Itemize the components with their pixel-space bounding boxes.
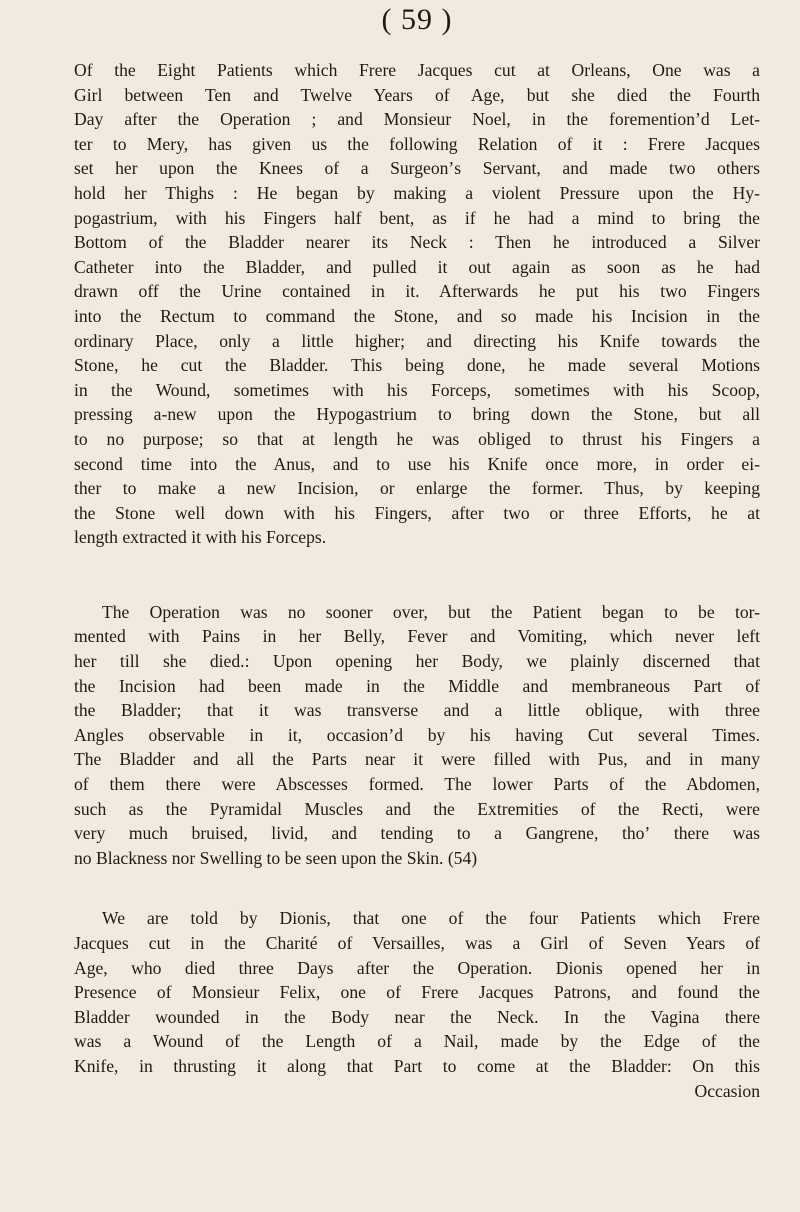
text-line: The Bladder and all the Parts near it were filled with Pus, and in many bbox=[74, 749, 760, 770]
text-line: set her upon the Knees of a Surgeonʼs Servant, and made two others bbox=[74, 158, 760, 179]
paragraph-gap bbox=[74, 870, 760, 906]
text-line: We are told by Dionis, that one of the four Patients which Frere bbox=[102, 908, 760, 929]
text-line: ter to Mery, has given us the following Relation of it : Frere Jacques bbox=[74, 133, 760, 154]
text-line: very much bruised, livid, and tending to a Gangrene, thoʼ there was bbox=[74, 823, 760, 844]
text-line: ther to make a new Incision, or enlarge the former. Thus, by keeping bbox=[74, 478, 760, 499]
text-line: Of the Eight Patients which Frere Jacques cut at Orleans, One was a bbox=[74, 60, 760, 80]
text-line: the Incision had been made in the Middle and membraneous Part of bbox=[74, 675, 760, 696]
text-line: drawn off the Urine contained in it. Afterwards he put his two Fingers bbox=[74, 281, 760, 302]
text-line: hold her Thighs : He began by making a violent Pressure upon the Hy- bbox=[74, 182, 760, 203]
catchword: Occasion bbox=[694, 1080, 760, 1101]
text-line: Age, who died three Days after the Operation. Dionis opened her in bbox=[74, 957, 760, 978]
text-line: Stone, he cut the Bladder. This being done, he made several Motions bbox=[74, 355, 760, 376]
paragraph-second bbox=[74, 600, 760, 871]
text-line: Jacques cut in the Charité of Versailles, was a Girl of Seven Years of bbox=[74, 933, 760, 953]
catchword-block bbox=[74, 1079, 760, 1104]
text-line: into the Rectum to command the Stone, and so made his Incision in the bbox=[74, 305, 760, 326]
text-line: mented with Pains in her Belly, Fever and Vomiting, which never left bbox=[74, 626, 760, 647]
text-line: in the Wound, sometimes with his Forceps, sometimes with his Scoop, bbox=[74, 379, 760, 400]
text-line: Bladder wounded in the Body near the Neck. In the Vagina there bbox=[74, 1006, 760, 1027]
paragraph-first bbox=[74, 58, 760, 550]
text-line: The Operation was no sooner over, but the Patient began to be tor- bbox=[102, 601, 760, 622]
page-number: ( 59 ) bbox=[381, 3, 453, 36]
text-line: Girl between Ten and Twelve Years of Age, but she died the Fourth bbox=[74, 84, 760, 105]
text-line: Angles observable in it, occasionʼd by his having Cut several Times. bbox=[74, 724, 760, 745]
text-line: length extracted it with his Forceps. bbox=[74, 527, 327, 548]
text-line: pogastrium, with his Fingers half bent, as if he had a mind to bring the bbox=[74, 207, 760, 228]
text-line: Catheter into the Bladder, and pulled it out again as soon as he had bbox=[74, 256, 760, 277]
paragraph-third bbox=[74, 906, 760, 1078]
text-line: to no purpose; so that at length he was obliged to thrust his Fingers a bbox=[74, 428, 760, 449]
paragraph-gap bbox=[74, 550, 760, 600]
text-line: the Bladder; that it was transverse and a little oblique, with three bbox=[74, 700, 760, 721]
text-line: Knife, in thrusting it along that Part to come at the Bladder: On this bbox=[74, 1055, 760, 1076]
text-line: her till she died.: Upon opening her Body, we plainly discerned that bbox=[74, 651, 760, 672]
text-line: Presence of Monsieur Felix, one of Frere Jacques Patrons, and found the bbox=[74, 982, 760, 1003]
text-line: was a Wound of the Length of a Nail, made by the Edge of the bbox=[74, 1031, 760, 1052]
text-line: such as the Pyramidal Muscles and the Extremities of the Recti, were bbox=[74, 798, 760, 819]
text-line: of them there were Abscesses formed. The lower Parts of the Abdomen, bbox=[74, 774, 760, 795]
text-line: Day after the Operation ; and Monsieur Noel, in the forementionʼd Let- bbox=[74, 109, 760, 130]
text-line: ordinary Place, only a little higher; and directing his Knife towards the bbox=[74, 330, 760, 351]
text-line: pressing a-new upon the Hypogastrium to bring down the Stone, but all bbox=[74, 404, 760, 425]
text-line: the Stone well down with his Fingers, after two or three Efforts, he at bbox=[74, 502, 760, 523]
text-line: no Blackness nor Swelling to be seen upon the Skin. (54) bbox=[74, 847, 478, 868]
text-line: Bottom of the Bladder nearer its Neck : Then he introduced a Silver bbox=[74, 232, 760, 253]
text-line: second time into the Anus, and to use his Knife once more, in order ei- bbox=[74, 453, 760, 474]
